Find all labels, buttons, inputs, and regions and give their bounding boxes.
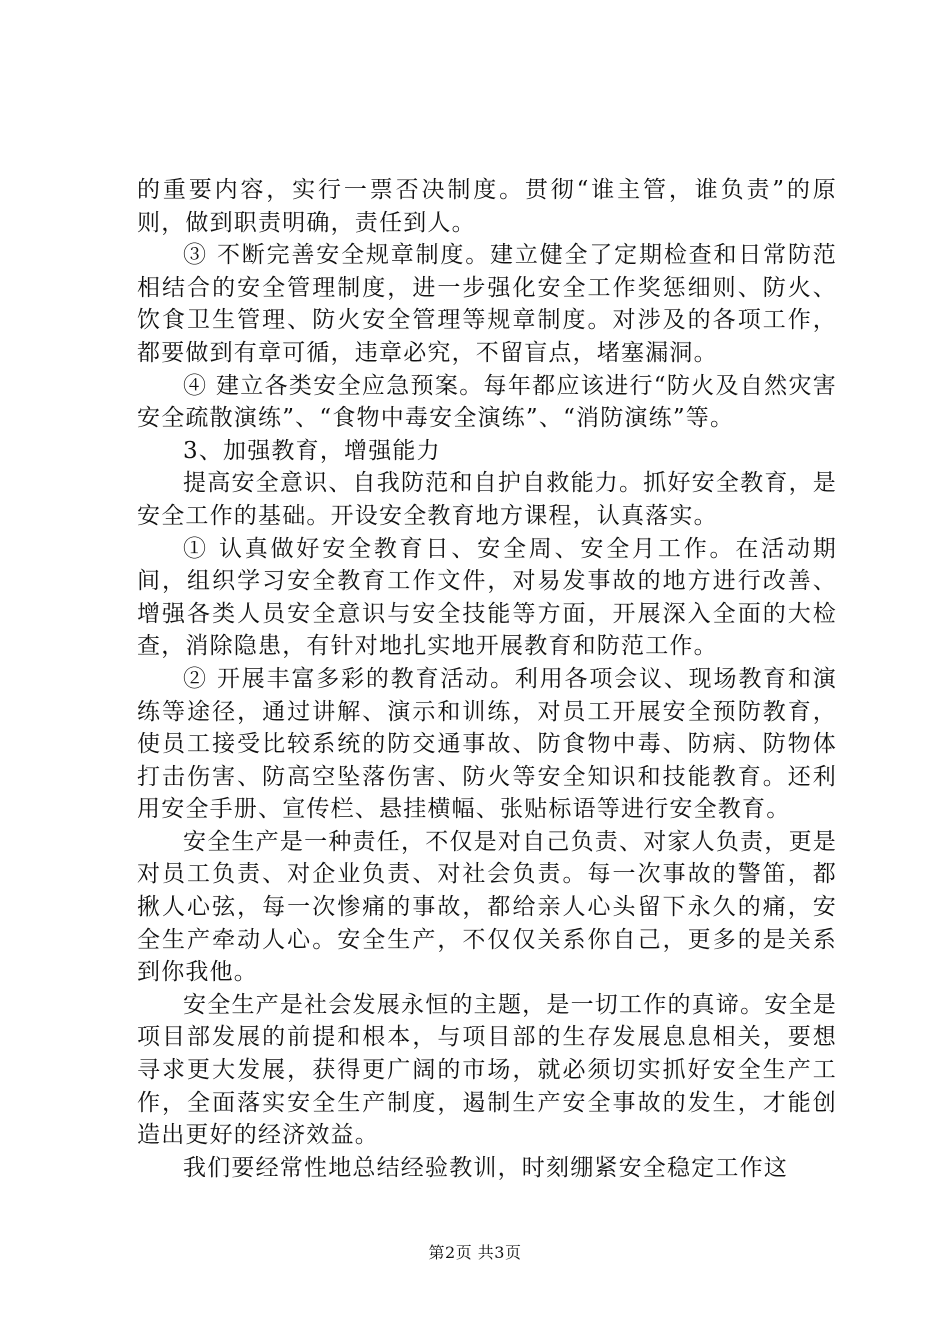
paragraph-intro: 提高安全意识、自我防范和自护自救能力。抓好安全教育，是安全工作的基础。开设安全教育地方课程，认真落实。 xyxy=(137,470,837,529)
paragraph-item-3: ③ 不断完善安全规章制度。建立健全了定期检查和日常防范相结合的安全管理制度，进一步强化安全工作奖惩细则、防火、饮食卫生管理、防火安全管理等规章制度。对涉及的各项工作，都要做到有章可循，违章必究，不留盲点，堵塞漏洞。 xyxy=(137,242,837,366)
paragraph-continuation: 的重要内容，实行一票否决制度。贯彻“谁主管，谁负责”的原则，做到职责明确，责任到人。 xyxy=(137,177,837,236)
section-heading: 3、加强教育，增强能力 xyxy=(183,437,441,464)
body-text xyxy=(137,174,837,1184)
paragraph-item-4: ④ 建立各类安全应急预案。每年都应该进行“防火及自然灾害安全疏散演练”、“食物中毒安全演练”、“消防演练”等。 xyxy=(137,372,837,432)
paragraph-item-1: ① 认真做好安全教育日、安全周、安全月工作。在活动期间，组织学习安全教育工作文件，对易发事故的地方进行改善、增强各类人员安全意识与安全技能等方面，开展深入全面的大检查，消除隐患，有针对地扎实地开展教育和防范工作。 xyxy=(137,535,837,660)
page-number-footer: 第2页 共3页 xyxy=(428,1243,522,1262)
paragraph-theme: 安全生产是社会发展永恒的主题，是一切工作的真谛。安全是项目部发展的前提和根本，与项目部的生存发展息息相关，要想寻求更大发展，获得更广阔的市场，就必须切实抓好安全生产工作，全面落实安全生产制度，遏制生产安全事故的发生，才能创造出更好的经济效益。 xyxy=(137,991,837,1149)
paragraph-responsibility: 安全生产是一种责任，不仅是对自己负责、对家人负责，更是对员工负责、对企业负责、对社会负责。每一次事故的警笛，都揪人心弦，每一次惨痛的事故，都给亲人心头留下永久的痛，安全生产牵动人心。安全生产，不仅仅关系你自己，更多的是关系到你我他。 xyxy=(137,828,837,986)
paragraph-item-2: ② 开展丰富多彩的教育活动。利用各项会议、现场教育和演练等途径，通过讲解、演示和训练，对员工开展安全预防教育，使员工接受比较系统的防交通事故、防食物中毒、防病、防物体打击伤害、防高空坠落伤害、防火等安全知识和技能教育。还利用安全手册、宣传栏、悬挂横幅、张贴标语等进行安全教育。 xyxy=(137,665,837,823)
paragraph-lessons: 我们要经常性地总结经验教训，时刻绷紧安全稳定工作这 xyxy=(183,1154,788,1181)
